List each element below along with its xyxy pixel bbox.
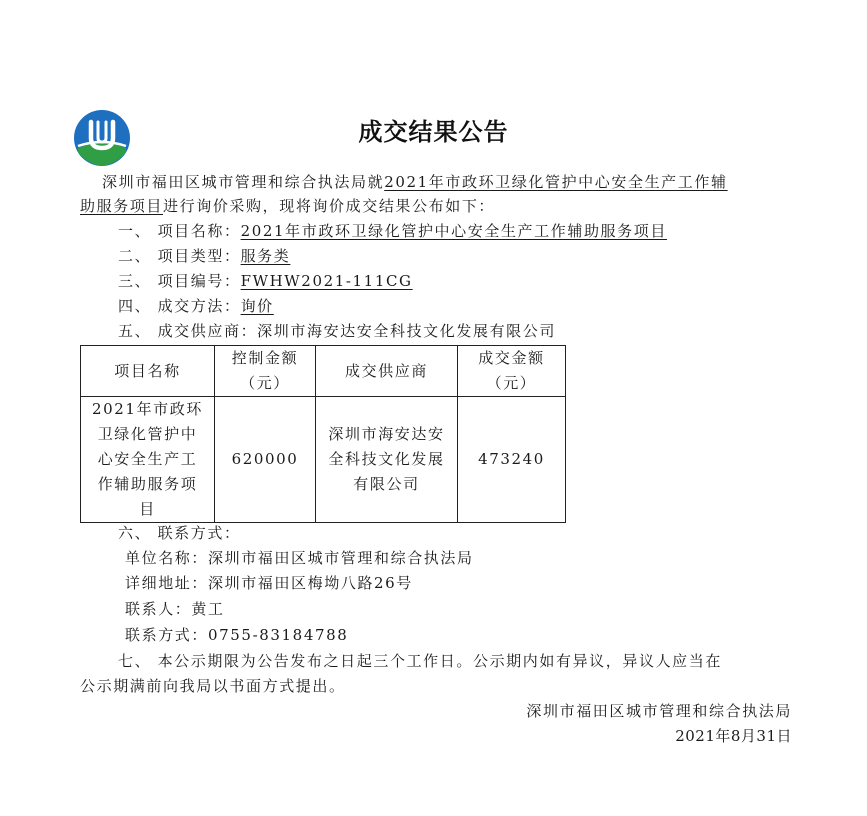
- notice-line-2: 公示期满前向我局以书面方式提出。: [80, 677, 346, 695]
- header-deal-amount: [458, 346, 566, 397]
- item-supplier: [118, 319, 556, 343]
- contact-unit: 单位名称：深圳市福田区城市管理和综合执法局: [125, 549, 474, 567]
- contact-address: 详细地址：深圳市福田区梅坳八路26号: [125, 574, 413, 592]
- item-label: 五、 成交供应商：: [118, 322, 258, 340]
- header-control-amount-l2: （元）: [240, 374, 290, 392]
- item-value: 询价: [240, 297, 274, 315]
- intro-line-1: [102, 170, 728, 194]
- intro-project-name-cont: 助服务项目: [80, 197, 164, 215]
- item-value: FWHW2021-111CG: [240, 272, 413, 290]
- cell-control-amount: 620000: [215, 397, 316, 523]
- table-row: [81, 397, 566, 523]
- header-project-name: 项目名称: [81, 346, 215, 397]
- contact-heading: 六、 联系方式：: [118, 524, 241, 542]
- item-value: 2021年市政环卫绿化管护中心安全生产工作辅助服务项目: [240, 222, 667, 240]
- cell-line: 卫绿化管护中: [97, 425, 198, 443]
- signature-org: 深圳市福田区城市管理和综合执法局: [526, 702, 792, 720]
- item-label: 三、 项目编号：: [118, 272, 241, 290]
- item-value: 深圳市海安达安全科技文化发展有限公司: [257, 322, 556, 340]
- cell-line: 有限公司: [353, 475, 420, 493]
- table-header-row: [81, 346, 566, 397]
- intro-rest: 进行询价采购，现将询价成交结果公布如下：: [163, 197, 496, 215]
- item-label: 四、 成交方法：: [118, 297, 241, 315]
- cell-line: 深圳市海安达安: [328, 425, 445, 443]
- intro-org: 深圳市福田区城市管理和综合执法局就: [102, 173, 385, 191]
- cell-supplier: [316, 397, 458, 523]
- header-supplier: 成交供应商: [316, 346, 458, 397]
- signature-date: 2021年8月31日: [675, 727, 792, 745]
- header-deal-amount-l2: （元）: [486, 374, 537, 392]
- item-project-type: [118, 244, 290, 268]
- page-title: 成交结果公告: [358, 118, 509, 146]
- header-control-amount-l1: 控制金额: [231, 349, 299, 367]
- cell-line: 2021年市政环: [92, 400, 203, 418]
- result-table: [80, 345, 566, 523]
- item-deal-method: [118, 294, 274, 318]
- cell-line: 目: [139, 500, 156, 518]
- item-project-name: [118, 219, 667, 243]
- item-label: 一、 项目名称：: [118, 222, 241, 240]
- intro-line-2: [80, 194, 495, 218]
- contact-phone: 联系方式：0755-83184788: [125, 626, 349, 644]
- intro-project-name: 2021年市政环卫绿化管护中心安全生产工作辅: [384, 173, 728, 191]
- item-project-number: [118, 269, 413, 293]
- cell-line: 心安全生产工: [97, 450, 198, 468]
- cell-project-name: [81, 397, 215, 523]
- header-control-amount: [215, 346, 316, 397]
- cell-deal-amount: 473240: [458, 397, 566, 523]
- item-value: 服务类: [240, 247, 291, 265]
- notice-line-1: 七、 本公示期限为公告发布之日起三个工作日。公示期内如有异议，异议人应当在: [118, 652, 722, 670]
- item-label: 二、 项目类型：: [118, 247, 241, 265]
- cell-line: 全科技文化发展: [328, 450, 445, 468]
- contact-person: 联系人：黄工: [125, 600, 225, 618]
- cell-line: 作辅助服务项: [97, 475, 198, 493]
- header-deal-amount-l1: 成交金额: [478, 349, 545, 367]
